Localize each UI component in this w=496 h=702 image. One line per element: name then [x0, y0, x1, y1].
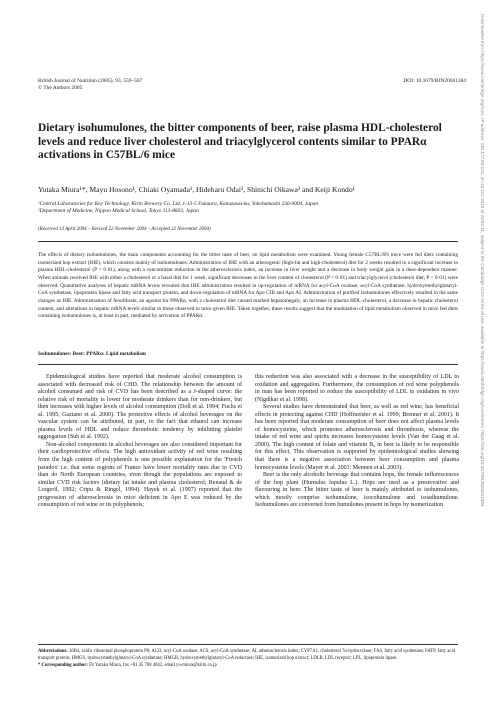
download-notice-sidebar: [478, 14, 486, 690]
download-notice-text: Downloaded from https://www.cambridge.org/core. IP address: 115.177.69.241, on 24 Oct 2019 at 20:52:11, subject to the Cambridge Core terms of use, available at https://www.cambridge.org/core/terms. https://doi.org/10.1079/BJN20041384: [480, 14, 485, 507]
affiliation-1: ¹Central Laboratories for Key Technology, Kirin Brewery Co. Ltd, 1-13-5 Fukuura, Kanazawa-ku, Yokohamashi 236-0004, Japan: [38, 201, 319, 207]
corresponding-author-footnote: [38, 663, 458, 670]
abbreviations-label: Abbreviations:: [38, 649, 68, 654]
keywords: Isohumulones: Beer: PPARα: Lipid metabolism: [38, 351, 146, 357]
doi-label[interactable]: DOI: 10.1079/BJN20041384: [403, 78, 466, 84]
abstract: The effects of dietary isohumulones, the main components accounting for the bitter taste of beer, on lipid metabolism were examined. Young female C57BL/6N mice were fed diets containing isomerized hop extract (IHE), which consists mainly of isohumulones. Administration of IHE with an atherogenic (high-fat and high-cholesterol) diet for 2 weeks resulted in a significant increase in plasma HDL-cholesterol (P < 0·01), along with a concomitant reduction in the atherosclerosis index, an increase in liver weight and a decrease in body weight gain in a dose-dependent manner. When animals received IHE with either a cholesterol or a basal diet for 1 week, significant decreases in the liver content of cholesterol (P < 0·01) and triacylglycerol (cholesterol diet, P < 0·01) were observed. Quantitative analyses of hepatic mRNA levels revealed that IHE administration resulted in up-regulation of mRNA for acyl-CoA oxidase, acyl-CoA synthetase, hydroxymethylglutaryl-CoA synthetase, lipoprotein lipase and fatty acid transport protein, and down-regulation of mRNA for Apo CIII and Apo AI. Administration of purified isohumulones effectively resulted in the same changes as IHE. Administration of fenofibrate, an agonist for PPARα, with a cholesterol diet caused marked hepatomegaly, an increase in plasma HDL-cholesterol, a decrease in hepatic cholesterol content, and alterations in hepatic mRNA levels similar to those observed in mice given IHE. Taken together, these results suggest that the modulation of lipid metabolism observed in mice fed diets containing isohumulones is, at least in part, mediated by activation of PPARα.: [38, 252, 458, 320]
abbreviations-text: 36B4, acidic ribosomal phosphoprotein P0; ACO, acyl-CoA oxidase; ACS, acyl-CoA synthetase; AI, atherosclerosis index; CYP7A1, cholesterol 7α-hydroxylase; FAS, fatty acid synthetase; FATP, fatty acid transport protein; HMGS, hydroxymethylglutaryl-CoA synthetase; HMGR, hydroxymethylglutaryl-CoA reductase; IHE, isomerized hop extract; LDLR, LDL receptor; LPL, lipoprotein lipase.: [38, 649, 456, 661]
copyright-notice: © The Authors 2005: [38, 85, 83, 92]
body-column-left: [38, 374, 242, 510]
paragraph: Non-alcohol components in alcohol beverages are also considered important for their cardioprotective effects. The high antioxidant activity of red wine resulting from the high content of polyphenols is one possible explanation for the 'French paradox' i.e. that some regions of France have lower mortality rates due to CVD than do North European countries, even though the populations are exposed to similar CVD risk factors (dietary fat intake and plasma cholesterol; Renaud & de Lorgeril, 1992; Cripu & Ringel, 1994). Hayek et al. (1997) reported that the progression of atherosclerosis in mice deficient in Apo E was reduced by the consumption of red wine or its polyphenols;: [38, 441, 242, 509]
divider-top: [38, 241, 458, 242]
received-dates: (Received 13 April 2004 – Revised 22 November 2004 – Accepted 22 November 2004): [38, 227, 211, 232]
article-title: Dietary isohumulones, the bitter components of beer, raise plasma HDL-cholesterol levels and reduce liver cholesterol and triacylglycerol contents similar to PPARα activations in C57BL/6 mice: [38, 122, 442, 162]
paragraph: Beer is the only alcoholic beverage that contains hops, the female inflorescences of the hop plant (Humulus lupulus L.). Hops are used as a preservative and flavouring in beer. The bitter taste of beer is mainly attributed to isohumulones, which mostly comprise isohumulone, isocohumulone and isoadhumulone. Isohumulones are converted from humulones present in hops by isomerization: [255, 472, 459, 509]
footnote-divider: [38, 644, 458, 645]
author-list: Yutaka Miura¹*, Mayu Hosono¹, Chiaki Oyamada¹, Hideharu Odai¹, Shinichi Oikawa² and Keiji Kondo¹: [38, 185, 355, 194]
corresponding-label: * Corresponding author:: [38, 662, 88, 668]
journal-citation: British Journal of Nutrition (2005), 93, 559–567: [38, 78, 143, 84]
journal-header: [38, 78, 142, 93]
corresponding-text: Dr Yutaka Miura, fax +81 45 788 4042, email yu-miura@kirin.co.jp: [89, 662, 217, 668]
abbreviations-footnote: [38, 649, 458, 663]
affiliations: [38, 201, 458, 216]
paragraph: Several studies have demonstrated that beer, as well as red wine, has beneficial effects in protecting against CHD (Hoffmeister et al. 1999; Brenner et al. 2001). It has been reported that moderate consumption of beer does not affect plasma levels of homocysteine, which promotes atherosclerosis and thrombosis, whereas the intake of red wine and spirits increases homocysteine levels (Van der Gaag et al. 2000). The high content of folate and vitamin B₆ in beer is likely to be responsible for this effect. This observation is supported by epidemiological studies showing that there is a negative association between beer consumption and plasma homocysteine levels (Mayer et al. 2001; Mennen et al. 2003).: [255, 404, 459, 471]
body-column-right: [255, 374, 459, 510]
footnotes: [38, 649, 458, 670]
paragraph: Epidemiological studies have reported that moderate alcohol consumption is associated with decreased risk of CHD. The relationship between the amount of alcohol consumed and risk of CVD has been described as a J-shaped curve: the relative risk of mortality is lower for moderate drinkers than for non-drinkers, but then increases with higher levels of alcohol consumption (Doll et al. 1994; Fuchs et al. 1995; Gaziano et al. 2000). The protective effects of alcohol beverages on the vascular system can be attributed, in part, to the fact that ethanol can increase plasma levels of HDL and reduce thrombotic tendency by inhibiting platelet aggregation (Suh et al. 1992).: [38, 374, 242, 441]
divider-bottom: [38, 364, 458, 365]
affiliation-2: ²Department of Medicine, Nippon Medical School, Tokyo 113-8603, Japan: [38, 208, 199, 215]
paragraph: this reduction was also associated with a decrease in the susceptibility of LDL to oxidation and aggregation. Furthermore, the consumption of red wine polyphenols in man has been reported to reduce the susceptibility of LDL to oxidation in vivo (Nigdikar et al. 1998).: [255, 374, 459, 403]
